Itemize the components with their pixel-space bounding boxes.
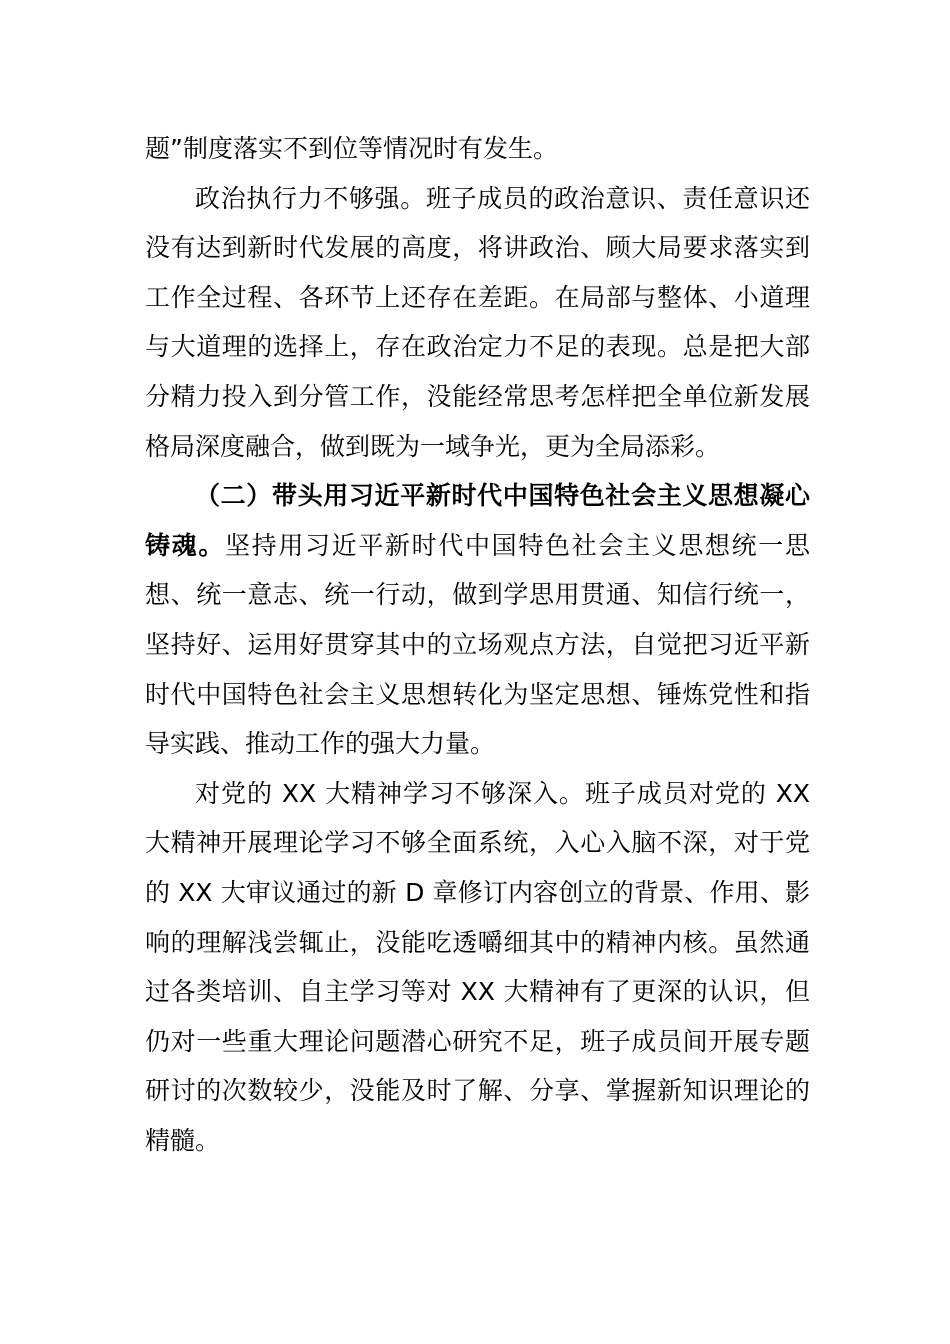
- paragraph-section-two: [145, 471, 810, 769]
- document-body: [145, 124, 810, 1165]
- paragraph-continuation: 题”制度落实不到位等情况时有发生。: [145, 134, 558, 163]
- paragraph-congress-study: 对党的 XX 大精神学习不够深入。班子成员对党的 XX 大精神开展理论学习不够全面系统，入心入脑不深，对于党的 XX 大审议通过的新 D 章修订内容创立的背景、作用、影响的理解浅尝辄止，没能吃透嚼细其中的精神内核。虽然通过各类培训、自主学习等对 XX 大精神有了更深的认识，但仍对一些重大理论问题潜心研究不足，班子成员间开展专题研讨的次数较少，没能及时了解、分享、掌握新知识理论的精髓。: [145, 778, 810, 1155]
- section-heading: （二）带头用习近平新时代中国特色社会主义思想凝心铸魂。: [145, 481, 810, 560]
- section-body: 坚持用习近平新时代中国特色社会主义思想统一思想、统一意志、统一行动，做到学思用贯通、知信行统一，坚持好、运用好贯穿其中的立场观点方法，自觉把习近平新时代中国特色社会主义思想转化为坚定思想、锤炼党性和指导实践、推动工作的强大力量。: [145, 530, 810, 759]
- paragraph-political-execution: 政治执行力不够强。班子成员的政治意识、责任意识还没有达到新时代发展的高度，将讲政治、顾大局要求落实到工作全过程、各环节上还存在差距。在局部与整体、小道理与大道理的选择上，存在政治定力不足的表现。总是把大部分精力投入到分管工作，没能经常思考怎样把全单位新发展格局深度融合，做到既为一域争光，更为全局添彩。: [145, 183, 810, 461]
